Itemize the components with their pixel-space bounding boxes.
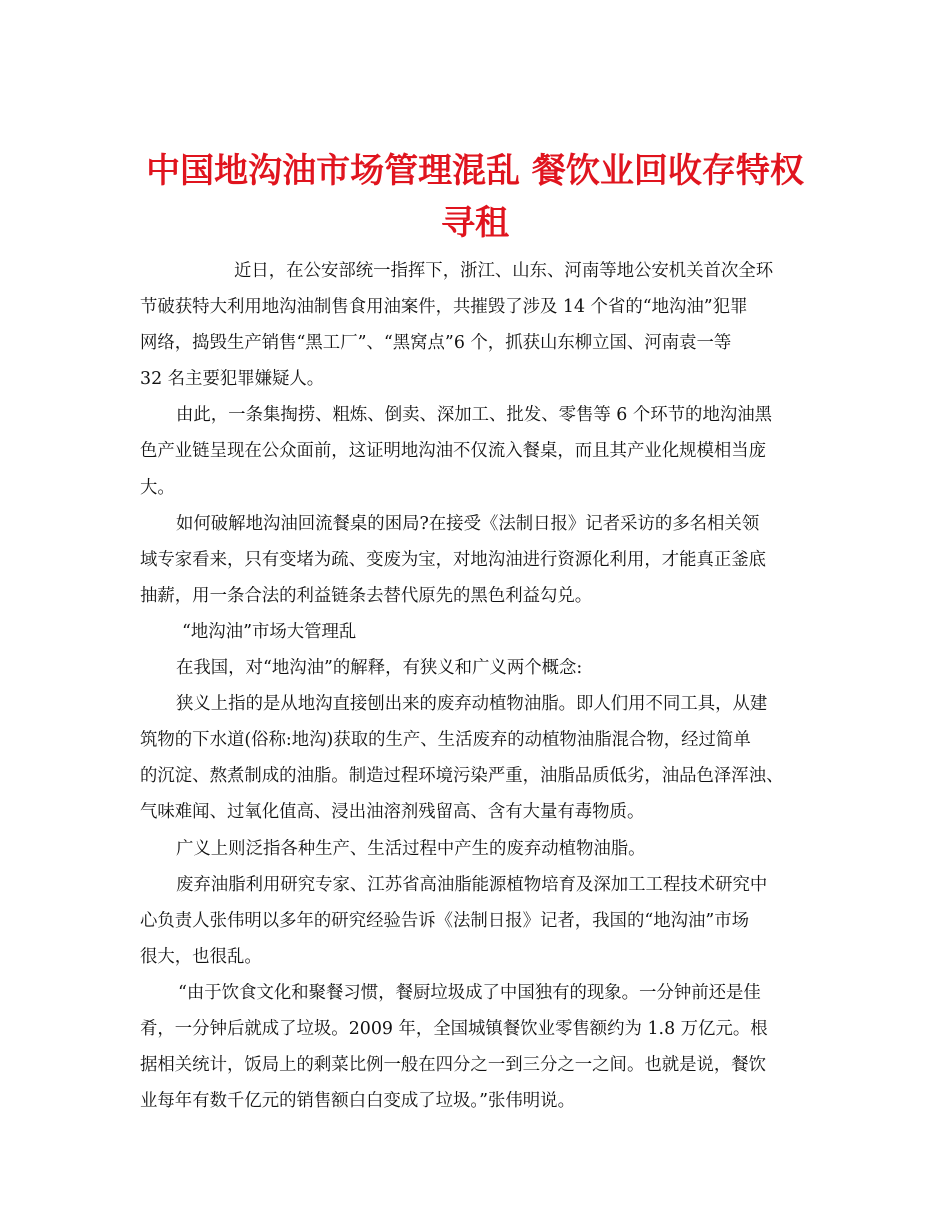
title-line-2: 寻租: [441, 202, 509, 243]
text-line: 的沉淀、熬煮制成的油脂。制造过程环境污染严重，油脂品质低劣，油品色泽浑浊、: [140, 766, 784, 787]
text-line: 据相关统计，饭局上的剩菜比例一般在四分之一到三分之一之间。也就是说，餐饮: [140, 1055, 767, 1076]
text-line: 如何破解地沟油回流餐桌的困局?在接受《法制日报》记者采访的多名相关领: [176, 513, 760, 534]
text-line: “地沟油”市场大管理乱: [182, 621, 357, 642]
text-line: 肴，一分钟后就成了垃圾。2009 年，全国城镇餐饮业零售额约为 1.8 万亿元。根: [140, 1018, 768, 1039]
text-line: 业每年有数千亿元的销售额白白变成了垃圾。”张伟明说。: [140, 1091, 575, 1112]
text-line: 心负责人张伟明以多年的研究经验告诉《法制日报》记者，我国的“地沟油”市场: [140, 910, 750, 931]
text-line: 广义上则泛指各种生产、生活过程中产生的废弃动植物油脂。: [176, 838, 646, 859]
paragraph: [140, 650, 815, 686]
text-line: 32 名主要犯罪嫌疑人。: [140, 369, 325, 390]
paragraph: [140, 253, 815, 397]
text-line: 狭义上指的是从地沟直接刨出来的废弃动植物油脂。即人们用不同工具，从建: [176, 694, 768, 715]
section-heading: [140, 614, 815, 650]
text-line: 由此，一条集掏捞、粗炼、倒卖、深加工、批发、零售等 6 个环节的地沟油黑: [176, 405, 773, 426]
article-title: [100, 145, 850, 249]
text-line: “由于饮食文化和聚餐习惯，餐厨垃圾成了中国独有的现象。一分钟前还是佳: [178, 982, 761, 1003]
title-line-1: 中国地沟油市场管理混乱 餐饮业回收存特权: [146, 150, 804, 191]
text-line: 域专家看来，只有变堵为疏、变废为宝，对地沟油进行资源化利用，才能真正釜底: [140, 549, 767, 570]
text-line: 气味难闻、过氧化值高、浸出油溶剂残留高、含有大量有毒物质。: [140, 802, 645, 823]
text-line: 大。: [140, 477, 175, 498]
text-line: 网络，捣毁生产销售“黑工厂”、“黑窝点”6 个，抓获山东柳立国、河南袁一等: [140, 333, 732, 354]
text-line: 很大，也很乱。: [140, 946, 262, 967]
text-line: 抽薪，用一条合法的利益链条去替代原先的黑色利益勾兑。: [140, 585, 593, 606]
text-line: 废弃油脂利用研究专家、江苏省高油脂能源植物培育及深加工工程技术研究中: [176, 874, 768, 895]
paragraph: [140, 867, 815, 975]
paragraph: [140, 975, 815, 1119]
text-line: 色产业链呈现在公众面前，这证明地沟油不仅流入餐桌，而且其产业化规模相当庞: [140, 441, 767, 462]
paragraph: [140, 506, 815, 614]
paragraph: [140, 686, 815, 830]
article-body: [140, 253, 815, 1119]
text-line: 筑物的下水道(俗称:地沟)获取的生产、生活废弃的动植物油脂混合物，经过简单: [140, 730, 751, 751]
paragraph: [140, 831, 815, 867]
text-line: 在我国，对“地沟油”的解释，有狭义和广义两个概念:: [176, 658, 583, 679]
text-line: 节破获特大利用地沟油制售食用油案件，共摧毁了涉及 14 个省的“地沟油”犯罪: [140, 297, 748, 318]
text-line: 近日，在公安部统一指挥下，浙江、山东、河南等地公安机关首次全环: [234, 261, 774, 281]
paragraph: [140, 397, 815, 505]
